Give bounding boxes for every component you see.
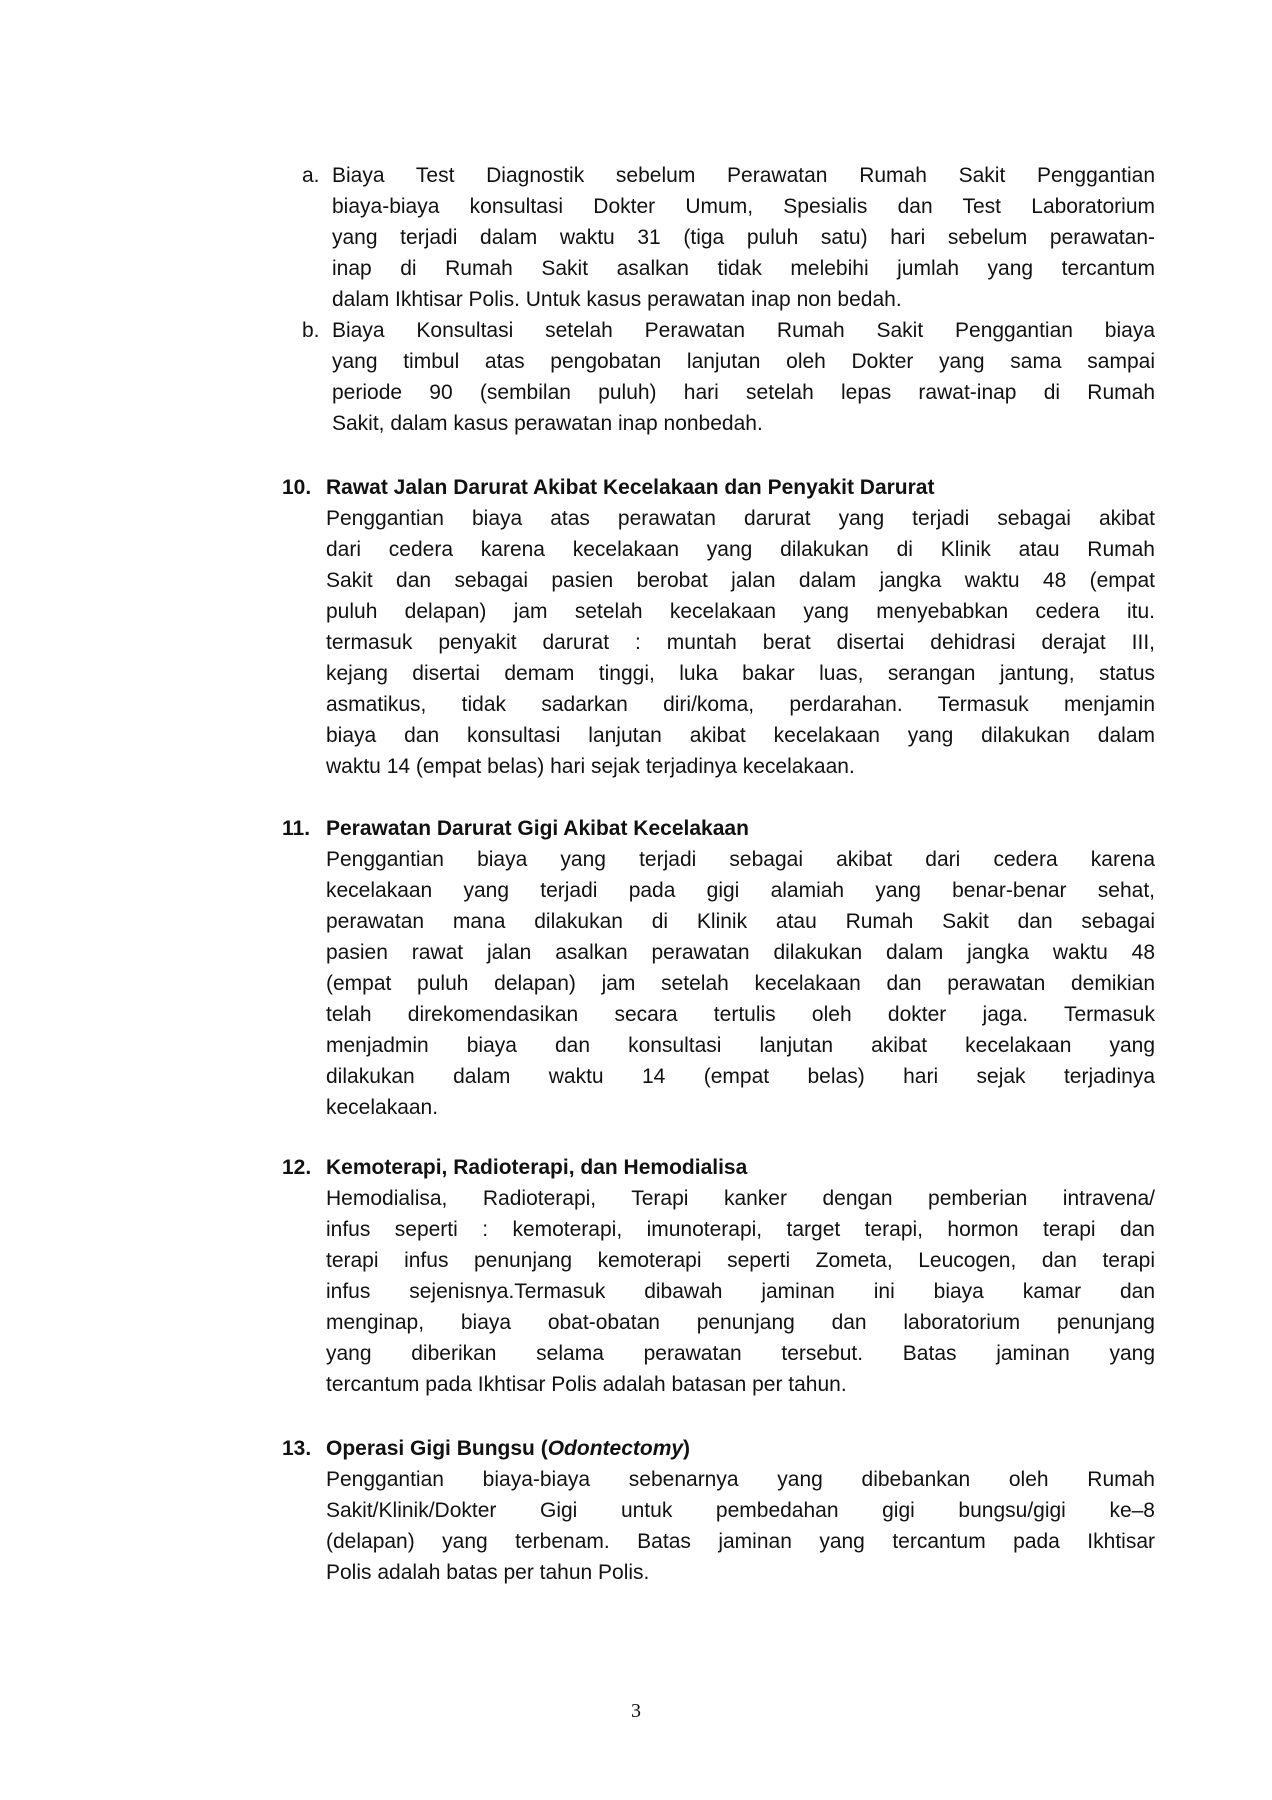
list-item-line (282, 315, 1155, 346)
paragraph-row (282, 720, 1155, 751)
list-item-line (282, 253, 1155, 284)
paragraph-line: menginap, biaya obat-obatan penunjang dan laboratorium penunjang (326, 1311, 1155, 1334)
paragraph-line: Sakit dan sebagai pasien berobat jalan dalam jangka waktu 48 (empat (326, 569, 1155, 592)
list-item-line (282, 222, 1155, 253)
paragraph-line: Biaya Test Diagnostik sebelum Perawatan Rumah Sakit Penggantian (332, 164, 1155, 187)
section-title-text: Kemoterapi, Radioterapi, dan Hemodialisa (326, 1156, 748, 1179)
paragraph-line: Biaya Konsultasi setelah Perawatan Rumah Sakit Penggantian biaya (332, 319, 1155, 342)
paragraph-line: kejang disertai demam tinggi, luka bakar luas, serangan jantung, status (326, 662, 1155, 685)
paragraph-row (282, 1245, 1155, 1276)
paragraph-line: infus seperti : kemoterapi, imunoterapi, target terapi, hormon terapi dan (326, 1218, 1155, 1241)
section-heading (282, 813, 1155, 844)
paragraph-line: telah direkomendasikan secara tertulis oleh dokter jaga. Termasuk (326, 1003, 1155, 1026)
section-number: 12. (282, 1156, 312, 1179)
paragraph-line: kecelakaan. (326, 1096, 439, 1119)
paragraph-line: Penggantian biaya atas perawatan darurat yang terjadi sebagai akibat (326, 507, 1155, 530)
paragraph-row (282, 565, 1155, 596)
paragraph-row (282, 1061, 1155, 1092)
section-10 (282, 472, 1155, 782)
paragraph-line: inap di Rumah Sakit asalkan tidak melebihi jumlah yang tercantum (332, 257, 1155, 280)
list-item-label: a. (302, 164, 320, 187)
section-heading (282, 1433, 1155, 1464)
paragraph-line: biaya dan konsultasi lanjutan akibat kecelakaan yang dilakukan dalam (326, 724, 1155, 747)
paragraph-row (282, 1276, 1155, 1307)
paragraph-line: perawatan mana dilakukan di Klinik atau Rumah Sakit dan sebagai (326, 910, 1155, 933)
section-heading (282, 472, 1155, 503)
paragraph-line: Polis adalah batas per tahun Polis. (326, 1561, 650, 1584)
list-item-line (282, 191, 1155, 222)
list-item-label: b. (302, 319, 320, 342)
paragraph-line: dalam Ikhtisar Polis. Untuk kasus perawatan inap non bedah. (332, 288, 902, 311)
paragraph-line: kecelakaan yang terjadi pada gigi alamiah yang benar-benar sehat, (326, 879, 1155, 902)
paragraph-row (282, 596, 1155, 627)
section-11 (282, 813, 1155, 1123)
section-title (326, 472, 934, 503)
section-title-end: ) (683, 1437, 691, 1460)
paragraph-line: Sakit, dalam kasus perawatan inap nonbedah. (332, 412, 763, 435)
paragraph-row (282, 534, 1155, 565)
paragraph-row (282, 658, 1155, 689)
paragraph-line: terapi infus penunjang kemoterapi seperti Zometa, Leucogen, dan terapi (326, 1249, 1155, 1272)
paragraph-row (282, 1214, 1155, 1245)
section-13 (282, 1433, 1155, 1588)
paragraph-row (282, 503, 1155, 534)
section-title (326, 813, 749, 844)
paragraph-row (282, 968, 1155, 999)
section-title-text: Rawat Jalan Darurat Akibat Kecelakaan dan Penyakit Darurat (326, 476, 935, 499)
paragraph-line: periode 90 (sembilan puluh) hari setelah lepas rawat-inap di Rumah (332, 381, 1155, 404)
section-number: 10. (282, 476, 312, 499)
paragraph-line: menjadmin biaya dan konsultasi lanjutan akibat kecelakaan yang (326, 1034, 1155, 1057)
section-number: 11. (282, 817, 311, 840)
list-item-line (282, 284, 1155, 315)
section-number: 13. (282, 1437, 312, 1460)
paragraph-row (282, 1495, 1155, 1526)
paragraph-row (282, 1338, 1155, 1369)
paragraph-line: biaya-biaya konsultasi Dokter Umum, Spesialis dan Test Laboratorium (332, 195, 1155, 218)
paragraph-row (282, 1030, 1155, 1061)
paragraph-line: Penggantian biaya-biaya sebenarnya yang dibebankan oleh Rumah (326, 1468, 1155, 1491)
list-item-line (282, 377, 1155, 408)
paragraph-line: dilakukan dalam waktu 14 (empat belas) hari sejak terjadinya (326, 1065, 1155, 1088)
paragraph-row (282, 937, 1155, 968)
section-title-italic: Odontectomy (547, 1437, 684, 1460)
paragraph-row (282, 1183, 1155, 1214)
paragraph-row (282, 1464, 1155, 1495)
paragraph-line: (empat puluh delapan) jam setelah kecelakaan dan perawatan demikian (326, 972, 1155, 995)
paragraph-row (282, 751, 1155, 782)
subitem-list (282, 160, 1155, 439)
paragraph-line: Penggantian biaya yang terjadi sebagai akibat dari cedera karena (326, 848, 1155, 871)
paragraph-row (282, 689, 1155, 720)
paragraph-row (282, 844, 1155, 875)
section-title-text: Perawatan Darurat Gigi Akibat Kecelakaan (326, 817, 749, 840)
section-12 (282, 1152, 1155, 1400)
paragraph-line: tercantum pada Ikhtisar Polis adalah batasan per tahun. (326, 1373, 847, 1396)
paragraph-row (282, 1092, 1155, 1123)
paragraph-line: yang diberikan selama perawatan tersebut. Batas jaminan yang (326, 1342, 1155, 1365)
paragraph-line: puluh delapan) jam setelah kecelakaan yang menyebabkan cedera itu. (326, 600, 1155, 623)
list-item-line (282, 408, 1155, 439)
paragraph-row (282, 999, 1155, 1030)
section-heading (282, 1152, 1155, 1183)
list-item-line (282, 346, 1155, 377)
paragraph-line: Hemodialisa, Radioterapi, Terapi kanker dengan pemberian intravena/ (326, 1187, 1155, 1210)
paragraph-row (282, 1307, 1155, 1338)
paragraph-line: asmatikus, tidak sadarkan diri/koma, perdarahan. Termasuk menjamin (326, 693, 1155, 716)
paragraph-row (282, 1369, 1155, 1400)
paragraph-line: termasuk penyakit darurat : muntah berat disertai dehidrasi derajat III, (326, 631, 1155, 654)
paragraph-line: infus sejenisnya.Termasuk dibawah jaminan ini biaya kamar dan (326, 1280, 1155, 1303)
section-title (326, 1152, 747, 1183)
list-item-line (282, 160, 1155, 191)
section-title (326, 1433, 690, 1464)
paragraph-row (282, 875, 1155, 906)
paragraph-line: Sakit/Klinik/Dokter Gigi untuk pembedahan gigi bungsu/gigi ke–8 (326, 1499, 1155, 1522)
paragraph-line: dari cedera karena kecelakaan yang dilakukan di Klinik atau Rumah (326, 538, 1155, 561)
paragraph-row (282, 627, 1155, 658)
paragraph-line: yang timbul atas pengobatan lanjutan oleh Dokter yang sama sampai (332, 350, 1155, 373)
paragraph-row (282, 1557, 1155, 1588)
paragraph-line: pasien rawat jalan asalkan perawatan dilakukan dalam jangka waktu 48 (326, 941, 1155, 964)
section-title-text: Operasi Gigi Bungsu ( (326, 1437, 548, 1460)
paragraph-line: (delapan) yang terbenam. Batas jaminan yang tercantum pada Ikhtisar (326, 1530, 1155, 1553)
page-number: 3 (631, 1700, 641, 1722)
paragraph-line: yang terjadi dalam waktu 31 (tiga puluh satu) hari sebelum perawatan- (332, 226, 1155, 249)
paragraph-row (282, 1526, 1155, 1557)
paragraph-line: waktu 14 (empat belas) hari sejak terjadinya kecelakaan. (326, 755, 855, 778)
paragraph-row (282, 906, 1155, 937)
